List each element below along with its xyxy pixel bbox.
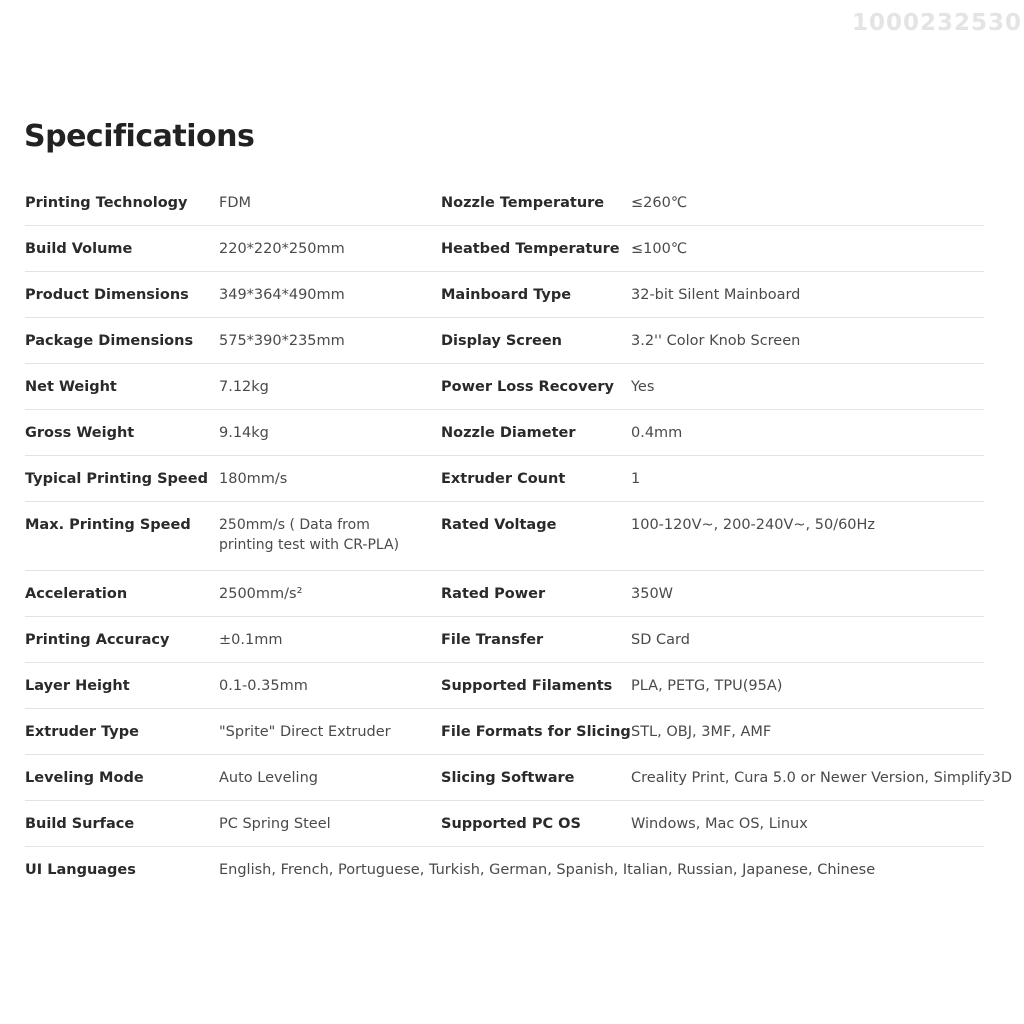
spec-label: Slicing Software [441,770,575,786]
spec-label: Extruder Type [25,724,139,740]
spec-label: Printing Accuracy [25,632,170,648]
spec-label: Nozzle Diameter [441,425,576,441]
spec-label: Mainboard Type [441,287,572,303]
spec-value: ±0.1mm [219,632,283,648]
table-row [25,318,984,364]
spec-value: 349*364*490mm [219,287,345,303]
spec-label: Layer Height [25,678,130,694]
table-row [25,755,1013,801]
spec-value: PC Spring Steel [219,816,331,832]
table-row [25,617,984,663]
spec-label: Typical Printing Speed [25,471,208,487]
spec-value: 350W [631,586,674,602]
table-row [25,180,984,226]
spec-label: Product Dimensions [25,287,189,303]
spec-label: Heatbed Temperature [441,241,620,257]
spec-value: STL, OBJ, 3MF, AMF [631,724,772,740]
spec-value: 0.4mm [631,425,683,441]
table-row [25,709,984,755]
spec-value: 180mm/s [219,471,288,487]
table-row [25,272,984,318]
spec-label: Supported PC OS [441,816,581,832]
spec-label: Max. Printing Speed [25,517,191,533]
spec-label: Acceleration [25,586,128,602]
spec-label: Display Screen [441,333,563,349]
spec-value: 100-120V~, 200-240V~, 50/60Hz [631,517,876,533]
spec-value: 32-bit Silent Mainboard [631,287,801,303]
spec-label: Package Dimensions [25,333,194,349]
table-row [25,663,984,709]
spec-value: Yes [631,379,655,395]
table-row [25,456,984,502]
table-row [25,502,984,571]
specifications-table [25,180,1013,892]
spec-value: 9.14kg [219,425,269,441]
spec-label: File Formats for Slicing [441,724,631,740]
table-row [25,364,984,410]
table-row [25,801,984,847]
spec-label: Build Volume [25,241,133,257]
spec-value: 3.2'' Color Knob Screen [631,333,801,349]
spec-value: "Sprite" Direct Extruder [219,724,391,740]
spec-value: 0.1-0.35mm [219,678,308,694]
table-row [25,226,984,272]
spec-label: Nozzle Temperature [441,195,605,211]
table-row [25,410,984,456]
spec-value: 220*220*250mm [219,241,345,257]
spec-label: UI Languages [25,862,136,878]
table-row [25,571,984,617]
spec-value: ≤260℃ [631,195,688,211]
spec-value: English, French, Portuguese, Turkish, German, Spanish, Italian, Russian, Japanese, Chinese [219,862,876,878]
spec-label: Rated Power [441,586,546,602]
spec-label: Build Surface [25,816,135,832]
spec-label: Net Weight [25,379,117,395]
spec-label: Supported Filaments [441,678,613,694]
spec-value: Auto Leveling [219,770,318,786]
spec-value: 1 [631,471,641,487]
spec-label: Rated Voltage [441,517,557,533]
spec-label: Extruder Count [441,471,566,487]
spec-label: Leveling Mode [25,770,144,786]
page-title: Specifications [24,119,255,154]
spec-value: PLA, PETG, TPU(95A) [631,678,783,694]
spec-value: ≤100℃ [631,241,688,257]
spec-label: Power Loss Recovery [441,379,614,395]
spec-label: Printing Technology [25,195,188,211]
spec-value: FDM [219,195,252,211]
spec-value: 2500mm/s² [219,586,303,602]
spec-label: Gross Weight [25,425,135,441]
spec-value: 7.12kg [219,379,269,395]
spec-value: Windows, Mac OS, Linux [631,816,808,832]
spec-value: 250mm/s ( Data from printing test with CR-PLA) [219,517,400,553]
spec-label: File Transfer [441,632,544,648]
table-row-languages [25,847,984,892]
watermark-id: 1000232530 [851,10,1022,36]
spec-value: SD Card [631,632,690,648]
spec-value: 575*390*235mm [219,333,345,349]
spec-value: Creality Print, Cura 5.0 or Newer Version, Simplify3D [631,770,1013,786]
